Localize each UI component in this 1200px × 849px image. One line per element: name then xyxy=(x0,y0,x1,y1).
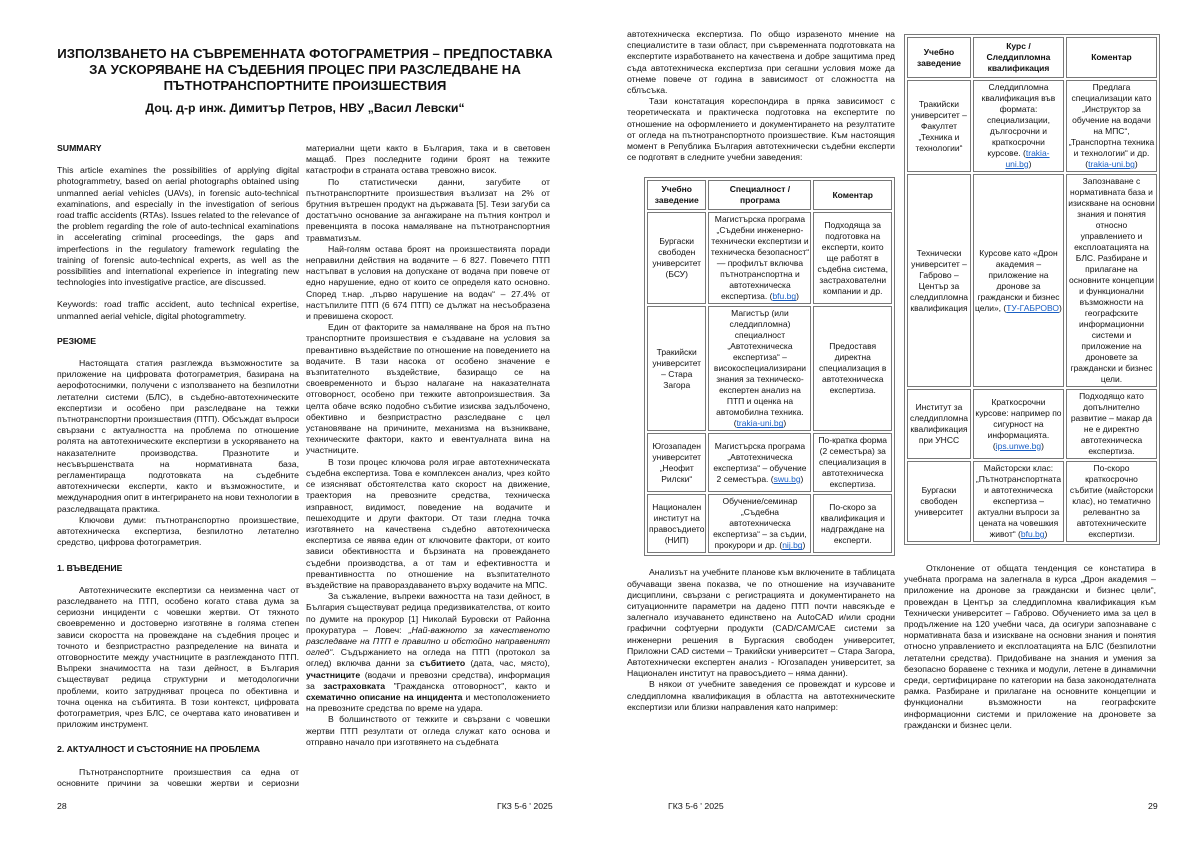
table-row xyxy=(907,389,1157,459)
table-row xyxy=(647,433,892,492)
comment-text: Предоставя директна специализация в автотехническа експертиза. xyxy=(819,341,887,396)
right-column-2 xyxy=(904,34,1156,731)
institution-cell: Технически университет – Габрово – Център за следдипломна квалификация xyxy=(907,174,971,387)
comment-cell xyxy=(1066,389,1157,459)
comment-text: Предлага специализации като „Инструктор за обучение на водачи на МПС“, „Транспортна техника и технологии“ и др. ( xyxy=(1068,82,1155,169)
table-row xyxy=(647,306,892,431)
text: и местоположението на превозните средства по време на удара. xyxy=(306,691,550,714)
institution-cell: Бургаски свободен университет xyxy=(907,461,971,542)
institution-cell: Тракийски университет – Стара Загора xyxy=(647,306,706,431)
program-text: Магистърска програма „Съдебни инженерно-технически експертизи и техническа безопасност“ — профилът включва пътнотранспортна и автотехническа експертиза. ( xyxy=(710,214,810,302)
section2-text: Пътнотранспортните произшествия са една от основните причини за човешки жертви и сериозни xyxy=(57,766,299,788)
column-header: Учебно заведение xyxy=(907,37,971,78)
column-header: Специалност / програма xyxy=(708,180,811,210)
rezume-heading: РЕЗЮМЕ xyxy=(57,335,97,346)
program-text-end: ) xyxy=(796,291,799,302)
program-cell xyxy=(708,494,811,553)
program-text-end: ) xyxy=(802,540,806,551)
comment-text: По-скоро за квалификация и надграждане на експерти. xyxy=(820,501,885,545)
paragraph: Най-голям остава броят на произшествията поради неправилни действия на водачите – 6 827. Повечето ПТП настъпват в условия на допускане от водача при повече от едно нарушение, едно от които се определя като основно. Според т.нар. „първо нарушение на водач“ – 27.4% от настъпилите ПТП (6 674 ПТП) се дължат на несъобразена и превишена скорост. xyxy=(306,243,550,322)
page-number-left: 28 xyxy=(57,801,67,811)
institution-cell: Тракийски университет – Факултет „Техника и технологии“ xyxy=(907,80,971,172)
text: (дата, час, място), xyxy=(465,658,550,669)
section2-heading: 2. АКТУАЛНОСТ И СЪСТОЯНИЕ НА ПРОБЛЕМА xyxy=(57,744,260,755)
program-text: Следдипломна квалификация във формата: специализации, дългосрочни и краткосрочни курсове. ( xyxy=(981,82,1056,158)
paragraph: По статистически данни, загубите от пътнотранспортните произшествия възлизат на 2% от брутния вътрешен продукт на държавата [5]. Тези загуби са достатъчно основание за ангажиране на пътния контрол и превенцията в посока намаляване на пътнотранспортния травматизъм. xyxy=(306,176,550,243)
keywords-bg: Ключови думи: пътнотранспортно произшествие, автотехническа експертиза, безпилотно летателно средство, цифрова фотограметрия. xyxy=(57,514,299,548)
paragraph: Отклонение от общата тенденция се констатира в учебната програма на залегнала в курса „Дрон академия – приложение на дронове за граждански и бизнес цели“, провеждан в Център за следдипломна квалификация към Технически университет – Габрово. Обучението има за цел в продължение на 120 учебни часа, да осигури запознаване с нормативната база и изискване на основни знания и понятия относно управлението и експлоатацията на БЛС (безпилотни летателни средства). Придобиване на знания и умения за безопасно боравене с техника и модули, летене в динамични среди, сертифициране по категории на база законодателната рамка. Разбиране и прилагане на основните концепции и функционални възможности на географските информационни системи и приложение на дроновете за граждански и бизнес цели. xyxy=(904,563,1156,730)
comment-text: По-кратка форма (2 семестъра) за специализация в автотехническа експертиза. xyxy=(818,435,887,490)
comment-text: Подходяща за подготовка на експерти, които ще работят в съдебна система, застрахователни компании и др. xyxy=(817,219,888,296)
bold-text: участниците xyxy=(306,669,361,680)
program-text: Обучение/семинар „Съдебна автотехническа експертиза“ – за съдии, прокурори и др. ( xyxy=(713,496,807,551)
source-link[interactable]: nij.bg xyxy=(782,540,803,551)
program-text-end: ) xyxy=(1028,159,1032,169)
comment-cell xyxy=(813,212,892,304)
source-link[interactable]: trakia-uni.bg xyxy=(1088,159,1135,169)
table-row xyxy=(907,174,1157,387)
table-header-row xyxy=(907,37,1157,78)
comment-text: Запознаване с нормативната база и изискване на основни знания и понятия относно управлението и експлоатацията на БЛС. Разбиране и прилагане на основните концепции и функционални възможности на географските информационни системи и приложение на дроновете за граждански и бизнес цели. xyxy=(1068,176,1155,384)
summary-heading: SUMMARY xyxy=(57,143,102,153)
program-cell xyxy=(708,433,811,492)
paragraph-quote xyxy=(306,591,550,714)
paragraph: В някои от учебните заведения се провеждат и курсове и следдипломна квалификация в областта на автотехническите експертизи или близки направления като например: xyxy=(627,679,895,712)
paragraph: Анализът на учебните планове към включените в таблицата обучаващи звена показва, че по отношение на изучаваните дисциплини, свързани с регистрацията и документирането на ситуационните параметри на дадено ПТП почти навсякъде е залегнало изучаването единствено на AutoCAD и/или сродни графични софтуерни продукти (CAD/CAM/CAE системи за инженерни решения в Бургаския свободен университет, Приложни CAD системи – Тракийски университет – Стара Загора, Автотехнически експертен анализ - Югозападен университет, за Национален институт на правосъдието – няма данни). xyxy=(627,567,895,679)
bold-text: застраховката xyxy=(323,680,386,691)
program-text-end: ) xyxy=(800,473,804,484)
comment-text-end: ) xyxy=(1134,159,1138,169)
program-text: Майсторски клас: „Пътнотранспортната и автотехническа експертиза – актуални въпроси за цената на човешкия живот“ ( xyxy=(975,463,1062,539)
section1-heading: 1. ВЪВЕДЕНИЕ xyxy=(57,562,123,573)
comment-text: Подходящо като допълнително развитие – макар да не е директно автотехническа експертиза. xyxy=(1070,391,1153,456)
table-row xyxy=(907,461,1157,542)
program-text: Краткосрочни курсове: например по сигурност на информацията. ( xyxy=(975,396,1062,451)
text: (водачи и превозни средства), информация за xyxy=(306,669,550,691)
institution-cell: Югозападен университет „Неофит Рилски“ xyxy=(647,433,706,492)
quote: „Най-важното за качественото разследване на ПТП е правилно и обстойно направеният оглед“ xyxy=(306,624,550,658)
comment-text: По-скоро краткосрочно събитие (майсторски клас), но тематично релевантно за автотехническите експертизи. xyxy=(1069,463,1154,539)
comment-cell xyxy=(1066,174,1157,387)
program-text-end: ) xyxy=(1059,302,1062,313)
program-text-end: ) xyxy=(1041,440,1044,451)
keywords-en: Keywords: road traffic accident, auto technical expertise, unmanned aerial vehicle, digital photogrammetry. xyxy=(57,299,299,321)
column-header: Учебно заведение xyxy=(647,180,706,210)
section1-text: Автотехническите експертизи са неизменна част от разследването на ПТП, особено когато става дума за сериозни инциденти с човешки жертви. От тяхното своевременно и достоверно изготвяне в голяма степен зависи скоростта на провеждане на съдебния процес и точното и безпристрастно разпределение на вината и отговорностите между участниците в разглежданото ПТП. Въпреки значимостта на тази дейност, в България съществуват редица структурни и методологични проблеми, които затрудняват процеса по обективна и точна оценка на събитията. В този контекст, цифровата фотограметрия, чрез БЛС, се очертава като иновативен и приложим инструмент. xyxy=(57,584,299,730)
source-link[interactable]: trakia-uni.bg xyxy=(1005,148,1050,169)
column-header: Коментар xyxy=(813,180,892,210)
program-text-end: ) xyxy=(783,418,787,429)
program-cell xyxy=(973,174,1064,387)
paragraph: автотехническа експертиза. По общо изразеното мнение на специалистите в тази област, при съвременната подготовката на експертите изработването на качествена и добре защитима пред съда автотехническа експертиза при сегашни условия може да отнеме повече от година в зависимост от сложността на сблъсъка. xyxy=(627,29,895,96)
text: "Гражданска отговорност", както и xyxy=(385,680,550,691)
text: За съжаление, въпреки важността на тази дейност, в България съществуват редица предизвикателства, от които по думите на прокурор [1] Николай Буровски от Районна прокуратура – Ловеч: xyxy=(306,591,550,635)
source-link[interactable]: ТУ-ГАБРОВО xyxy=(1006,302,1060,313)
table-row xyxy=(647,494,892,553)
institution-cell: Институт за следдипломна квалификация при УНСС xyxy=(907,389,971,459)
courses-table xyxy=(904,34,1160,545)
source-link[interactable]: bfu.bg xyxy=(772,291,797,302)
journal-footer-right: ГКЗ 5-6 ' 2025 xyxy=(668,801,724,811)
program-text-end: ) xyxy=(1044,529,1048,539)
program-cell xyxy=(973,389,1064,459)
left-column-2 xyxy=(306,143,550,748)
bold-text: събитието xyxy=(419,658,466,669)
bold-text: схематично описание на инцидента xyxy=(306,691,463,702)
source-link[interactable]: swu.bg xyxy=(773,473,801,484)
program-cell xyxy=(708,212,811,304)
source-link[interactable]: ips.unwe.bg xyxy=(995,440,1042,451)
paragraph: Тази констатация кореспондира в пряка зависимост с теоретическата и практическа подготовка на експертите по отношение на оформлението и документирането на резултатите от огледа на пътнотранспортното произшествие. Към настоящия момент в Република България автотехнически съдебни експерти се подготвят в следните учебни заведения: xyxy=(627,96,895,163)
institutions-table xyxy=(644,177,895,556)
source-link[interactable]: bfu.bg xyxy=(1020,529,1045,539)
page-number-right: 29 xyxy=(1148,801,1158,811)
summary-text: This article examines the possibilities of applying digital photogrammetry, based on aerial photographs obtained using unmanned aerial vehicles (UAVs), in forensic auto-technical examinations, and especially in the investigation of serious road traffic accidents (RTAs). Issues related to the relevance of the problem regarding the role of auto-technical examinations in accelerating criminal proceedings, the gaps and imperfections in the regulatory framework regulating the training of forensic auto-technical experts, as well as the possibilities and international experience in integrating new technologies into investigative practice, are discussed. xyxy=(57,165,299,288)
rezume-text: Настоящата статия разглежда възможностите за приложение на цифровата фотограметрия, базирана на аерофотоснимки, получени с използването на безпилотни летателни системи (БЛС), в съдебно-автотехническите експертизи и особено при разследване на тежки пътнотранспортни произшествия (ПТП). Обсъждат въпроси свързани с актуалността на проблема по отношение ролята на автотехническите експертизи в ускоряването на наказателните производства. Празнотите и несъвършенствата на нормативната база, регламентираща подготовката на съдебните автотехнически експерти, както и възможностите, и международния опит в интегрирането на нови технологии в разследващата практика. xyxy=(57,358,299,514)
column-header: Курс / Следдипломна квалификация xyxy=(973,37,1064,78)
text: . Съдържанието на огледа на ПТП (протокол за оглед) включва данни за xyxy=(306,647,550,669)
comment-cell xyxy=(813,494,892,553)
program-text: Магистър (или следдипломна) специалност „Автотехническа експертиза“ – високоспециализирани знания за техническо-експертен анализ на ПТП и оценка на автомобилна техника. ( xyxy=(713,308,806,429)
paragraph: В болшинството от тежките и свързани с човешки жертви ПТП резултати от огледа служат като основа и отправно начало при изготвянето на съдебната xyxy=(306,714,550,747)
program-cell xyxy=(973,80,1064,172)
source-link[interactable]: trakia-uni.bg xyxy=(736,418,784,429)
table-row xyxy=(647,212,892,304)
paragraph: Един от факторите за намаляване на броя на пътно транспортните произшествия е създаване на условия за превантивно въздействие по отношение на поведението на водачите. В тази насока от особено значение е възпитателното въздействие, базиращо се на своевременното и бързо налагане на наказателната отговорност, особено при тежките автопроизшествия. За целта обаче всяко подобно събитие изисква задълбочено, обективно и безпристрастно разследване с цел установяване на причините, механизма на възникване, техническите фактори, както и евентуалната вина на участниците. xyxy=(306,322,550,456)
paragraph: В този процес ключова роля играе автотехническата съдебна експертиза. Това е комплексен анализ, чрез който се изясняват обстоятелства като скорост на движение, траектория на превозните средства, техническа изправност, видимост, поведение на водачите и пешеходците и други фактори. От тази гледна точка изготвянето на качествена съдебно автотехническа експертиза се явява един от ключовите фактори, от които зависи обективността и бързината на провеждането съдебни производства, а от там и ефективността и превантивността по отношение на възпитателното въздействие на правораздаването върху водачите на МПС. xyxy=(306,456,550,590)
comment-cell xyxy=(813,306,892,431)
paragraph: материални щети както в България, така и в световен мащаб. През последните години броят на тежките катастрофи в страната остава тревожно висок. xyxy=(306,143,550,176)
comment-cell xyxy=(1066,461,1157,542)
institution-cell: Национален институт на правосъдието (НИП) xyxy=(647,494,706,553)
journal-footer-left: ГКЗ 5-6 ' 2025 xyxy=(497,801,553,811)
article-author: Доц. д-р инж. Димитър Петров, НВУ „Васил Левски“ xyxy=(145,101,465,115)
table-row xyxy=(907,80,1157,172)
article-title: ИЗПОЛЗВАНЕТО НА СЪВРЕМЕННАТА ФОТОГРАМЕТРИЯ – ПРЕДПОСТАВКА ЗА УСКОРЯВАНЕ НА СЪДЕБНИЯ ПРОЦЕС ПРИ РАЗСЛЕДВАНЕ НА ПЪТНОТРАНСПОРТНИТЕ ПРОИЗШЕСТВИЯ xyxy=(57,46,553,93)
program-text: Магистърска програма „Автотехническа експертиза“ – обучение 2 семестъра. ( xyxy=(713,440,807,484)
program-text: Курсове като «Дрон академия – приложение на дронове за граждански и бизнес цели», ( xyxy=(975,247,1060,313)
column-header: Коментар xyxy=(1066,37,1157,78)
comment-cell xyxy=(1066,80,1157,172)
comment-cell xyxy=(813,433,892,492)
right-column-1 xyxy=(627,29,895,713)
table-header-row xyxy=(647,180,892,210)
program-cell xyxy=(708,306,811,431)
left-column-1 xyxy=(57,143,299,789)
institution-cell: Бургаски свободен университет (БСУ) xyxy=(647,212,706,304)
program-cell xyxy=(973,461,1064,542)
